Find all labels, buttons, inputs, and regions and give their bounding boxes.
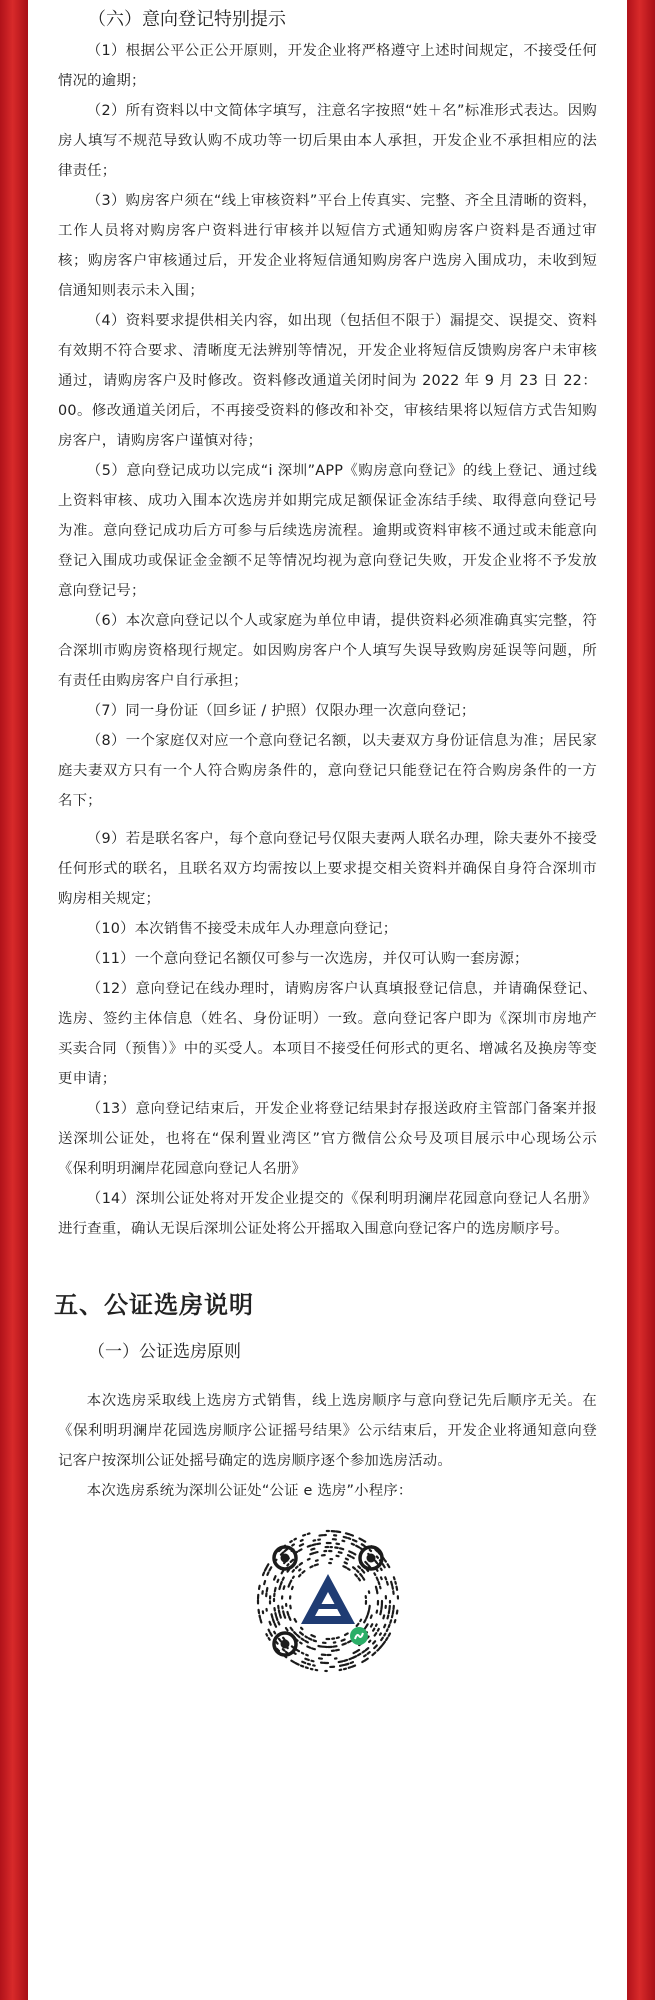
qr-dash (296, 1650, 299, 1652)
qr-dash (266, 1634, 267, 1635)
qr-dash (314, 1552, 317, 1553)
qr-dash (301, 1639, 303, 1640)
qr-dash (299, 1563, 301, 1565)
qr-dash (367, 1611, 368, 1615)
qr-dash (380, 1611, 381, 1615)
qr-dash (386, 1582, 387, 1585)
qr-dash (375, 1624, 376, 1625)
qr-dash (302, 1571, 304, 1573)
qr-dash (290, 1560, 292, 1562)
qr-dash (311, 1635, 315, 1636)
right-red-border (627, 0, 655, 2000)
qr-dash (384, 1634, 385, 1636)
qr-dash (279, 1586, 280, 1589)
qr-dash (356, 1650, 359, 1652)
qr-dash (283, 1614, 284, 1618)
qr-dash (361, 1544, 364, 1546)
notice-item: （5）意向登记成功以完成“i 深圳”APP《购房意向登记》的线上登记、通过线上资料审核、成功入围本次选房并如期完成足额保证金冻结手续、取得意向登记号为准。意向登记成功后方可参与后续选房流程。逾期或资料审核不通过或未能意向登记入围成功或保证金金额不足等情况均视为意向登记失败，开发企业将不予发放意向登记号； (58, 463, 597, 599)
qr-dash (301, 1653, 302, 1654)
qr-dash (282, 1649, 284, 1650)
qr-dash (356, 1570, 358, 1572)
qr-dash (259, 1586, 260, 1589)
qr-dash (308, 1638, 311, 1639)
qr-dash (369, 1641, 370, 1642)
qr-dash (352, 1656, 355, 1658)
qr-dash (387, 1615, 388, 1618)
qr-dash (269, 1567, 271, 1570)
qr-dash (377, 1649, 378, 1650)
qr-dash (264, 1581, 265, 1584)
qr-dash (276, 1617, 277, 1620)
qr-dash (287, 1612, 288, 1615)
qr-dash (386, 1638, 388, 1640)
qr-dash (373, 1629, 374, 1631)
qr-dash (336, 1532, 340, 1533)
qr-dash (391, 1582, 392, 1585)
qr-dash (355, 1575, 357, 1577)
qr-dash (336, 1637, 338, 1638)
qr-dash (280, 1582, 281, 1584)
notice-item: （12）意向登记在线办理时，请购房客户认真填报登记信息，并请确保登记、选房、签约主体信息（姓名、身份证明）一致。意向登记客户即为《深圳市房地产买卖合同（预售）》中的买受人。本项目不接受任何形式的更名、增减名及换房等变更申请； (58, 981, 597, 1087)
qr-finder-dot (366, 1554, 375, 1563)
qr-dash (364, 1659, 367, 1661)
qr-dash (294, 1619, 296, 1622)
qr-dash (307, 1546, 310, 1547)
qr-dash (348, 1538, 350, 1539)
qr-dash (271, 1614, 272, 1618)
qr-dash (307, 1647, 310, 1648)
notice-item: （13）意向登记结束后，开发企业将登记结果封存报送政府主管部门备案并报送深圳公证处，也将在“保利置业湾区”官方微信公众号及项目展示中心现场公示《保利明玥澜岸花园意向登记人名册》 (58, 1101, 597, 1177)
qr-dash (348, 1667, 350, 1668)
qr-dash (295, 1663, 298, 1665)
qr-dash (292, 1544, 294, 1545)
qr-dash (287, 1564, 288, 1565)
qr-dash (388, 1625, 389, 1627)
qr-dash (311, 1661, 313, 1662)
qr-dash (366, 1615, 367, 1618)
qr-dash (340, 1548, 343, 1549)
qr-dash (307, 1533, 309, 1534)
notice-item: （10）本次销售不接受未成年人办理意向登记； (86, 921, 398, 937)
qr-dash (374, 1645, 377, 1648)
qr-dash (350, 1662, 352, 1663)
qr-dash (291, 1661, 294, 1663)
qr-dash (369, 1606, 370, 1610)
qr-dash (278, 1639, 280, 1641)
section6-title: （六）意向登记特别提示 (88, 9, 286, 30)
qr-dash (359, 1538, 362, 1540)
qr-dash (372, 1653, 375, 1656)
qr-dash (377, 1629, 378, 1631)
qr-dash (347, 1641, 349, 1642)
qr-dash (312, 1648, 315, 1649)
qr-dash (299, 1575, 300, 1577)
qr-dash (341, 1640, 344, 1641)
qr-dash (307, 1559, 309, 1560)
qr-dash (373, 1641, 375, 1643)
qr-dash (386, 1629, 387, 1631)
qr-dash (299, 1544, 302, 1546)
qr-dash (384, 1625, 385, 1628)
qr-dash (383, 1615, 384, 1618)
qr-dash (278, 1622, 279, 1624)
qr-dash (347, 1555, 350, 1556)
notice-item: （1）根据公平公正公开原则，开发企业将严格遵守上述时间规定，不接受任何情况的逾期； (58, 43, 597, 89)
qr-dash (274, 1624, 275, 1627)
qr-dash (281, 1571, 283, 1574)
qr-dash (344, 1562, 346, 1563)
document-content (28, 8, 627, 1676)
notice-list-continued (58, 824, 597, 1244)
qr-dash (335, 1650, 338, 1651)
qr-dash (351, 1544, 353, 1545)
qr-dash (305, 1659, 308, 1660)
qr-dash (288, 1583, 289, 1586)
qr-dash (365, 1624, 367, 1627)
notice-item: （9）若是联名客户，每个意向登记号仅限夫妻两人联名办理，除夫妻外不接受任何形式的联名，且联名双方均需按以上要求提交相关资料并确保自身符合深圳市购房相关规定； (58, 831, 597, 907)
qr-dash (396, 1587, 397, 1590)
qr-dash (370, 1615, 371, 1617)
qr-dash (390, 1620, 391, 1623)
qr-dash (274, 1632, 275, 1634)
qr-dash (387, 1564, 389, 1567)
qr-dash (277, 1580, 278, 1582)
qr-dash (356, 1546, 359, 1548)
qr-dash (290, 1628, 292, 1631)
qr-dash (260, 1619, 261, 1622)
qr-dash (318, 1646, 321, 1647)
qr-dash (379, 1633, 380, 1634)
qr-dash (289, 1617, 290, 1620)
qr-dash (312, 1544, 315, 1545)
qr-dash (284, 1549, 287, 1551)
qr-dash (343, 1537, 346, 1538)
qr-dash (292, 1577, 293, 1578)
notice-item: （2）所有资料以中文简体字填写，注意名字按照“姓＋名”标准形式表达。因购房人填写不规范导致认购不成功等一切后果由本人承担，开发企业不承担相应的法律责任； (58, 103, 597, 179)
qr-dash (357, 1654, 359, 1655)
qr-dash (297, 1635, 300, 1637)
notice-item: （3）购房客户须在“线上审核资料”平台上传真实、完整、齐全且清晰的资料，工作人员将对购房客户资料进行审核并以短信方式通知购房客户资料是否通过审核；购房客户审核通过后，开发企业将短信通知购房客户选房入围成功，未收到短信通知则表示未入围； (58, 193, 597, 299)
qr-dash (392, 1611, 393, 1614)
qr-dash (378, 1582, 379, 1584)
notice-item: （11）一个意向登记名额仅可参与一次选房，并仅可认购一套房源； (86, 951, 529, 967)
qr-dash (338, 1661, 342, 1662)
qr-code-graphic[interactable] (253, 1526, 403, 1676)
notice-list (58, 36, 597, 816)
qr-dash (360, 1620, 361, 1621)
qr-dash (361, 1570, 363, 1573)
qr-dash (262, 1573, 263, 1576)
qr-dash (283, 1638, 284, 1639)
notice-item: （6）本次意向登记以个人或家庭为单位申请，提供资料必须准确真实完整，符合深圳市购房资格现行规定。如因购房客户个人填写失误导致购房延误等问题，所有责任由购房客户自行承担； (58, 613, 597, 689)
qr-dash (305, 1667, 307, 1668)
qr-dash (375, 1561, 377, 1563)
qr-dash (353, 1652, 354, 1653)
qr-dash (344, 1664, 348, 1665)
qr-dash (370, 1624, 371, 1626)
qr-dash (305, 1636, 307, 1637)
qr-dash (290, 1581, 291, 1583)
qr-dash (345, 1559, 347, 1560)
qr-dash (301, 1666, 303, 1667)
qr-dash (311, 1549, 314, 1550)
qr-dash (299, 1549, 301, 1550)
qr-dash (347, 1569, 349, 1570)
qr-dash (345, 1633, 348, 1634)
qr-dash (342, 1643, 345, 1644)
mini-program-code-icon[interactable] (253, 1526, 403, 1676)
qr-dash (264, 1567, 266, 1570)
qr-dash (376, 1578, 377, 1581)
qr-dash (338, 1552, 341, 1553)
qr-dash (290, 1541, 292, 1542)
left-red-border (0, 0, 28, 2000)
qr-dash (363, 1541, 365, 1542)
notice-item: （4）资料要求提供相关内容，如出现（包括但不限于）漏提交、误提交、资料有效期不符合要求、清晰度无法辨别等情况，开发企业将短信反馈购房客户未审核通过，请购房客户及时修改。资料修改通道关闭时间为 2022 年 9 月 23 日 22：00。修改通道关闭后，不再接受资料的修改和补交，审核结果将以短信方式告知购房客户，请购房客户谨慎对待； (58, 313, 597, 449)
notice-item: （8）一个家庭仅对应一个意向登记名额，以夫妻双方身份证信息为准；居民家庭夫妻双方只有一个人符合购房条件的，意向登记只能登记在符合购房条件的一方名下； (58, 733, 597, 809)
qr-dash (375, 1587, 376, 1591)
qr-dash (376, 1557, 377, 1558)
qr-dash (364, 1620, 365, 1622)
qr-dash (384, 1560, 385, 1561)
spacer (58, 816, 597, 824)
qr-dash (291, 1587, 292, 1589)
qr-dash (380, 1569, 381, 1570)
qr-dash (267, 1573, 268, 1575)
qr-dash (268, 1638, 269, 1640)
qr-dash (381, 1638, 383, 1640)
principle-paragraph: 本次选房采取线上选房方式销售，线上选房顺序与意向登记先后顺序无关。在《保利明玥澜岸花园选房顺序公证摇号结果》公示结束后，开发企业将通知意向登记客户按深圳公证处摇号确定的选房顺序逐个参加选房活动。 (58, 1393, 597, 1469)
qr-dash (282, 1578, 283, 1580)
qr-dash (388, 1634, 389, 1636)
qr-dash (259, 1616, 260, 1618)
qr-dash (352, 1540, 355, 1542)
qr-dash (343, 1566, 346, 1567)
qr-dash (300, 1632, 303, 1634)
qr-dash (394, 1620, 395, 1622)
qr-dash (278, 1610, 279, 1613)
qr-dash (283, 1586, 284, 1589)
qr-dash (294, 1539, 296, 1540)
qr-dash (393, 1577, 394, 1579)
principle-paragraph: 本次选房系统为深圳公证处“公证 e 选房”小程序： (86, 1483, 413, 1499)
qr-dash (269, 1622, 270, 1625)
notary-logo-bar (319, 1604, 337, 1609)
qr-dash (380, 1577, 381, 1579)
qr-dash (272, 1619, 273, 1622)
qr-dash (365, 1648, 367, 1650)
qr-dash (285, 1628, 287, 1630)
qr-dash (349, 1658, 351, 1659)
qr-dash (305, 1641, 308, 1642)
qr-dash (352, 1557, 353, 1558)
qr-dash (367, 1652, 369, 1654)
section5-title: 五、公证选房说明 (54, 1291, 254, 1319)
qr-dash (364, 1655, 366, 1656)
qr-finder-dot (280, 1554, 289, 1563)
qr-dash (299, 1569, 300, 1570)
qr-dash (369, 1550, 370, 1551)
qr-dash (351, 1666, 354, 1667)
qr-dash (362, 1661, 363, 1662)
qr-dash (340, 1665, 344, 1666)
qr-dash (344, 1660, 347, 1661)
qr-dash (385, 1577, 386, 1579)
section5-subtitle: （一）公证选房原则 (88, 1342, 241, 1362)
qr-dash (362, 1651, 364, 1652)
qr-dash (294, 1653, 296, 1654)
qr-dash (279, 1615, 280, 1618)
qr-dash (382, 1564, 384, 1567)
qr-dash (314, 1564, 317, 1565)
qr-dash (301, 1628, 302, 1629)
qr-dash (274, 1576, 275, 1579)
qr-dash (356, 1624, 358, 1626)
qr-dash (363, 1578, 364, 1580)
qr-dash (374, 1573, 375, 1575)
qr-dash (302, 1662, 305, 1663)
qr-dash (374, 1633, 376, 1635)
qr-dash (268, 1630, 269, 1632)
qr-dash (353, 1553, 355, 1554)
qr-dash (295, 1567, 297, 1569)
notice-item: （7）同一身份证（回乡证 / 护照）仅限办理一次意向登记； (86, 703, 476, 719)
qr-dash (310, 1566, 312, 1567)
qr-dash (275, 1613, 276, 1615)
qr-dash (382, 1642, 384, 1645)
qr-dash (303, 1535, 305, 1536)
qr-dash (349, 1551, 352, 1552)
qr-dash (300, 1643, 301, 1644)
qr-dash (358, 1578, 359, 1580)
qr-dash (267, 1564, 268, 1566)
qr-dash (353, 1567, 355, 1569)
qr-dash (360, 1574, 362, 1577)
qr-dash (275, 1642, 277, 1644)
qr-dash (274, 1588, 275, 1591)
qr-dash (379, 1646, 381, 1649)
qr-dash (306, 1655, 308, 1656)
qr-finder-dot (280, 1640, 289, 1649)
qr-dash (307, 1664, 309, 1665)
qr-dash (350, 1535, 352, 1536)
qr-dash (266, 1588, 267, 1591)
principle-paragraphs (58, 1386, 597, 1506)
qr-dash (310, 1553, 313, 1554)
qr-dash (365, 1562, 367, 1564)
qr-dash (345, 1533, 348, 1534)
qr-dash (270, 1633, 272, 1636)
qr-dash (294, 1632, 296, 1634)
notice-item: （14）深圳公证处将对开发企业提交的《保利明玥澜岸花园意向登记人名册》进行查重，确认无误后深圳公证处将公开摇取入围意向登记客户的选房顺序号。 (58, 1191, 597, 1237)
qr-dash (300, 1540, 302, 1541)
qr-dash (313, 1640, 315, 1641)
document-panel (28, 0, 627, 2000)
qr-dash (358, 1566, 360, 1568)
qr-dash (292, 1570, 293, 1572)
